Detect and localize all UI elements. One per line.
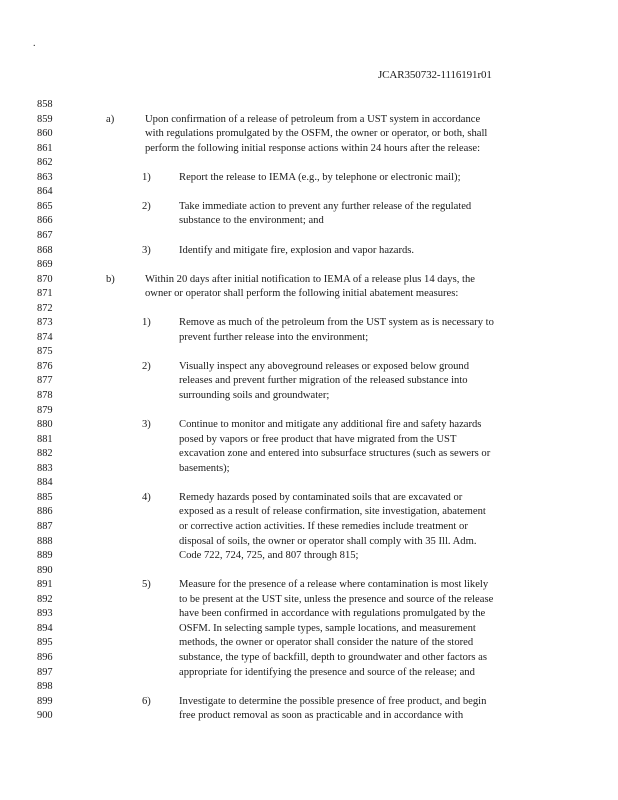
- line-text: methods, the owner or operator shall consider the nature of the stored: [179, 637, 474, 649]
- line-text: to be present at the UST site, unless the presence and source of the release: [179, 593, 494, 605]
- document-line: [0, 519, 618, 534]
- line-number: 859: [37, 113, 53, 125]
- line-number: 890: [37, 564, 53, 576]
- list-marker: 3): [142, 419, 151, 431]
- document-line: [0, 126, 618, 141]
- document-line: [0, 679, 618, 694]
- line-number: 871: [37, 288, 53, 300]
- document-line: [0, 272, 618, 287]
- line-text: exposed as a result of release confirmation, site investigation, abatement: [179, 506, 486, 518]
- document-line: [0, 461, 618, 476]
- line-number: 873: [37, 317, 53, 329]
- line-text: perform the following initial response actions within 24 hours after the release:: [145, 142, 481, 154]
- document-line: [0, 170, 618, 185]
- line-number: 864: [37, 186, 53, 198]
- line-number: 898: [37, 681, 53, 692]
- line-number: 892: [37, 593, 53, 605]
- line-number: 862: [37, 157, 53, 169]
- line-text: Investigate to determine the possible presence of free product, and begin: [179, 695, 487, 707]
- line-number: 863: [37, 171, 53, 183]
- line-text: disposal of soils, the owner or operator shall comply with 35 Ill. Adm.: [179, 535, 477, 547]
- line-number: 867: [37, 230, 53, 241]
- line-number: 897: [37, 666, 53, 678]
- document-line: [0, 112, 618, 127]
- list-marker: 5): [142, 579, 151, 591]
- line-number: 872: [37, 302, 53, 314]
- line-number: 865: [37, 200, 53, 212]
- line-number: 882: [37, 448, 53, 460]
- line-number: 888: [37, 535, 53, 547]
- document-line: [0, 650, 618, 665]
- line-number: 899: [37, 695, 53, 707]
- line-text: substance, the type of backfill, depth to groundwater and other factors as: [179, 651, 487, 663]
- line-number: 896: [37, 651, 53, 663]
- document-line: [0, 694, 618, 709]
- line-number: 879: [37, 404, 53, 416]
- document-line: [0, 228, 618, 243]
- line-text: appropriate for identifying the presence and source of the release; and: [179, 666, 475, 678]
- line-text: basements);: [179, 462, 230, 474]
- stray-mark: .: [33, 38, 36, 49]
- line-number: 894: [37, 622, 53, 634]
- document-line: [0, 548, 618, 563]
- document-line: [0, 257, 618, 272]
- list-marker: 6): [142, 695, 151, 707]
- document-line: [0, 301, 618, 316]
- line-text: Report the release to IEMA (e.g., by telephone or electronic mail);: [179, 171, 461, 183]
- line-number: 876: [37, 360, 53, 372]
- document-header-code: JCAR350732-1116191r01: [378, 69, 492, 81]
- line-number: 869: [37, 259, 53, 271]
- line-text: Measure for the presence of a release where contamination is most likely: [179, 579, 489, 591]
- list-marker: 4): [142, 491, 151, 503]
- line-text: Visually inspect any aboveground releases or exposed below ground: [179, 360, 470, 372]
- document-line: [0, 504, 618, 519]
- line-text: free product removal as soon as practicable and in accordance with: [179, 710, 464, 722]
- line-text: or corrective action activities. If these remedies include treatment or: [179, 521, 468, 532]
- document-line: [0, 184, 618, 199]
- line-number: 870: [37, 273, 53, 285]
- line-text: surrounding soils and groundwater;: [179, 390, 330, 401]
- line-number: 881: [37, 433, 53, 445]
- line-text: Remedy hazards posed by contaminated soils that are excavated or: [179, 491, 463, 503]
- document-line: [0, 432, 618, 447]
- line-number: 875: [37, 346, 53, 358]
- line-number: 860: [37, 128, 53, 140]
- line-text: Upon confirmation of a release of petroleum from a UST system in accordance: [145, 113, 481, 125]
- line-number: 868: [37, 244, 53, 256]
- line-number: 880: [37, 419, 53, 431]
- line-text: prevent further release into the environment;: [179, 331, 369, 343]
- line-number: 883: [37, 462, 53, 474]
- document-line: [0, 621, 618, 636]
- document-line: [0, 330, 618, 345]
- document-line: [0, 97, 618, 112]
- document-line: [0, 403, 618, 418]
- document-line: [0, 141, 618, 156]
- line-number: 887: [37, 521, 53, 532]
- document-line: [0, 708, 618, 723]
- line-text: Remove as much of the petroleum from the UST system as is necessary to: [179, 317, 494, 329]
- line-text: excavation zone and entered into subsurface structures (such as sewers or: [179, 448, 491, 460]
- document-line: [0, 199, 618, 214]
- line-text: releases and prevent further migration of the released substance into: [179, 375, 468, 387]
- document-line: [0, 373, 618, 388]
- line-number: 889: [37, 550, 53, 561]
- line-number: 891: [37, 579, 53, 591]
- list-marker: 2): [142, 360, 151, 372]
- document-line: [0, 665, 618, 680]
- line-number: 858: [37, 99, 53, 110]
- line-number: 900: [37, 710, 53, 722]
- line-text: Continue to monitor and mitigate any additional fire and safety hazards: [179, 419, 482, 431]
- line-text: Identify and mitigate fire, explosion and vapor hazards.: [179, 244, 415, 256]
- line-number: 861: [37, 142, 53, 154]
- line-number: 874: [37, 331, 53, 343]
- document-line: [0, 243, 618, 258]
- line-text: owner or operator shall perform the following initial abatement measures:: [145, 288, 459, 300]
- document-line: [0, 315, 618, 330]
- line-text: have been confirmed in accordance with regulations promulgated by the: [179, 608, 486, 620]
- document-line: [0, 286, 618, 301]
- document-line: [0, 475, 618, 490]
- document-line: [0, 577, 618, 592]
- line-number: 866: [37, 215, 53, 227]
- document-line: [0, 417, 618, 432]
- document-line: [0, 635, 618, 650]
- line-number: 885: [37, 491, 53, 503]
- document-line: [0, 446, 618, 461]
- line-number: 893: [37, 608, 53, 620]
- line-text: Code 722, 724, 725, and 807 through 815;: [179, 550, 359, 561]
- list-marker: 2): [142, 200, 151, 212]
- list-marker: 1): [142, 171, 151, 183]
- list-marker: b): [106, 273, 115, 285]
- line-number: 884: [37, 477, 53, 489]
- document-line: [0, 388, 618, 403]
- document-line: [0, 592, 618, 607]
- document-line: [0, 359, 618, 374]
- line-number: 895: [37, 637, 53, 649]
- list-marker: 3): [142, 244, 151, 256]
- document-line: [0, 606, 618, 621]
- line-number: 877: [37, 375, 53, 387]
- document-line: [0, 490, 618, 505]
- list-marker: 1): [142, 317, 151, 329]
- line-text: Take immediate action to prevent any further release of the regulated: [179, 200, 472, 212]
- line-text: posed by vapors or free product that have migrated from the UST: [179, 433, 457, 445]
- document-line: [0, 213, 618, 228]
- line-text: OSFM. In selecting sample types, sample locations, and measurement: [179, 622, 476, 634]
- line-text: with regulations promulgated by the OSFM, the owner or operator, or both, shall: [145, 128, 488, 140]
- list-marker: a): [106, 113, 115, 125]
- line-number: 878: [37, 390, 53, 401]
- line-text: substance to the environment; and: [179, 215, 324, 227]
- document-line: [0, 534, 618, 549]
- line-number: 886: [37, 506, 53, 518]
- document-line: [0, 155, 618, 170]
- document-line: [0, 563, 618, 578]
- line-text: Within 20 days after initial notification to IEMA of a release plus 14 days, the: [145, 273, 475, 285]
- document-line: [0, 344, 618, 359]
